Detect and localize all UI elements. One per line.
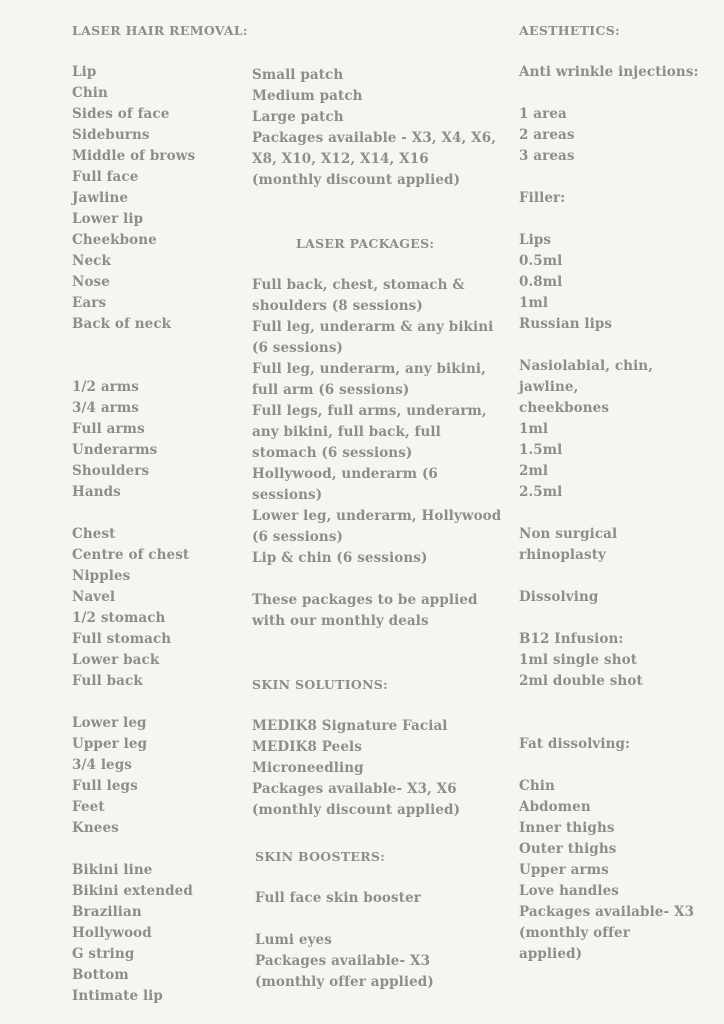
- list-item: Inner thighs: [519, 820, 615, 836]
- list-item: Full arms: [72, 421, 145, 437]
- list-item: Lower lip: [72, 211, 144, 227]
- list-item: Lower back: [72, 652, 160, 668]
- list-item: Upper leg: [72, 736, 148, 752]
- list-item: X8, X10, X12, X14, X16: [252, 151, 429, 167]
- packages-note: with our monthly deals: [252, 613, 429, 629]
- list-item: Sideburns: [72, 127, 150, 143]
- list-item: 0.5ml: [519, 253, 563, 269]
- list-item: 1ml: [519, 421, 549, 437]
- list-item: Bikini extended: [72, 883, 193, 899]
- laser-hair-removal-column: [72, 0, 252, 1024]
- dissolving-item: Dissolving: [519, 589, 599, 605]
- b12-title: B12 Infusion:: [519, 631, 624, 647]
- list-item: (monthly offer applied): [255, 974, 434, 990]
- list-item: 3/4 arms: [72, 400, 139, 416]
- list-item: MEDIK8 Peels: [252, 739, 362, 755]
- list-item: Chest: [72, 526, 116, 542]
- package-line: Full legs, full arms, underarm,: [252, 403, 487, 419]
- list-item: Middle of brows: [72, 148, 196, 164]
- list-item: Hollywood: [72, 925, 152, 941]
- list-item: 1ml single shot: [519, 652, 638, 668]
- package-line: Hollywood, underarm (6: [252, 466, 438, 482]
- list-item: Chin: [519, 778, 555, 794]
- list-item: 1/2 stomach: [72, 610, 166, 626]
- list-item: Full face: [72, 169, 139, 185]
- list-item: Nipples: [72, 568, 131, 584]
- list-item: Packages available- X3, X6: [252, 781, 457, 797]
- package-line: shoulders (8 sessions): [252, 298, 423, 314]
- package-line: any bikini, full back, full: [252, 424, 441, 440]
- package-line: (6 sessions): [252, 340, 344, 356]
- list-item: Navel: [72, 589, 116, 605]
- list-item: Neck: [72, 253, 111, 269]
- list-item: Cheekbone: [72, 232, 157, 248]
- package-line: sessions): [252, 487, 323, 503]
- list-item: Abdomen: [519, 799, 591, 815]
- package-line: stomach (6 sessions): [252, 445, 413, 461]
- list-item: 1/2 arms: [72, 379, 139, 395]
- list-item: Full back: [72, 673, 143, 689]
- list-item: 2ml: [519, 463, 549, 479]
- filler-areas-line: cheekbones: [519, 400, 610, 416]
- list-item: 1 area: [519, 106, 567, 122]
- list-item: Russian lips: [519, 316, 613, 332]
- list-item: Nose: [72, 274, 110, 290]
- skin-solutions-heading: SKIN SOLUTIONS:: [252, 677, 389, 692]
- aesthetics-heading: AESTHETICS:: [519, 23, 620, 38]
- list-item: Upper arms: [519, 862, 609, 878]
- list-item: Microneedling: [252, 760, 364, 776]
- list-item: Medium patch: [252, 88, 363, 104]
- package-line: full arm (6 sessions): [252, 382, 410, 398]
- list-item: Lower leg: [72, 715, 147, 731]
- package-line: (6 sessions): [252, 529, 344, 545]
- list-item: Centre of chest: [72, 547, 190, 563]
- middle-column: [252, 0, 502, 1024]
- list-item: Lip: [72, 64, 97, 80]
- rhinoplasty-line: Non surgical: [519, 526, 618, 542]
- list-item: 3 areas: [519, 148, 575, 164]
- package-line: Lower leg, underarm, Hollywood: [252, 508, 502, 524]
- list-item: Ears: [72, 295, 107, 311]
- list-item: Packages available - X3, X4, X6,: [252, 130, 496, 146]
- list-item: Lips: [519, 232, 552, 248]
- list-item: MEDIK8 Signature Facial: [252, 718, 448, 734]
- fat-dissolving-package-line: Packages available- X3: [519, 904, 695, 920]
- anti-wrinkle-title: Anti wrinkle injections:: [519, 64, 699, 80]
- list-item: 3/4 legs: [72, 757, 132, 773]
- list-item: Shoulders: [72, 463, 150, 479]
- list-item: Full legs: [72, 778, 138, 794]
- list-item: 2 areas: [519, 127, 575, 143]
- package-line: Full back, chest, stomach &: [252, 277, 465, 293]
- list-item: Small patch: [252, 67, 344, 83]
- package-line: Full leg, underarm, any bikini,: [252, 361, 486, 377]
- list-item: Underarms: [72, 442, 158, 458]
- list-item: Intimate lip: [72, 988, 163, 1004]
- rhinoplasty-line: rhinoplasty: [519, 547, 606, 563]
- list-item: 2ml double shot: [519, 673, 643, 689]
- fat-dissolving-package-line: applied): [519, 946, 583, 962]
- list-item: G string: [72, 946, 135, 962]
- list-item: Jawline: [72, 190, 129, 206]
- list-item: Lumi eyes: [255, 932, 332, 948]
- list-item: Feet: [72, 799, 105, 815]
- fat-dissolving-title: Fat dissolving:: [519, 736, 631, 752]
- list-item: Packages available- X3: [255, 953, 431, 969]
- laser-hair-removal-heading: LASER HAIR REMOVAL:: [72, 23, 248, 38]
- list-item: (monthly discount applied): [252, 802, 461, 818]
- list-item: Outer thighs: [519, 841, 617, 857]
- list-item: Knees: [72, 820, 119, 836]
- list-item: Large patch: [252, 109, 344, 125]
- list-item: 1.5ml: [519, 442, 563, 458]
- filler-areas-line: Nasiolabial, chin,: [519, 358, 654, 374]
- list-item: Chin: [72, 85, 108, 101]
- list-item: Back of neck: [72, 316, 172, 332]
- package-line: Full leg, underarm & any bikini: [252, 319, 494, 335]
- list-item: Full stomach: [72, 631, 172, 647]
- laser-packages-heading: LASER PACKAGES:: [296, 236, 435, 251]
- filler-areas-line: jawline,: [519, 379, 579, 395]
- list-item: Love handles: [519, 883, 619, 899]
- list-item: Full face skin booster: [255, 890, 421, 906]
- package-line: Lip & chin (6 sessions): [252, 550, 428, 566]
- list-item: 2.5ml: [519, 484, 563, 500]
- list-item: 0.8ml: [519, 274, 563, 290]
- fat-dissolving-package-line: (monthly offer: [519, 925, 630, 941]
- list-item: (monthly discount applied): [252, 172, 461, 188]
- skin-boosters-heading: SKIN BOOSTERS:: [255, 849, 386, 864]
- list-item: Sides of face: [72, 106, 170, 122]
- list-item: Hands: [72, 484, 121, 500]
- filler-title: Filler:: [519, 190, 566, 206]
- packages-note: These packages to be applied: [252, 592, 478, 608]
- list-item: Bottom: [72, 967, 129, 983]
- list-item: 1ml: [519, 295, 549, 311]
- list-item: Brazilian: [72, 904, 142, 920]
- aesthetics-column: [519, 0, 709, 1024]
- list-item: Bikini line: [72, 862, 153, 878]
